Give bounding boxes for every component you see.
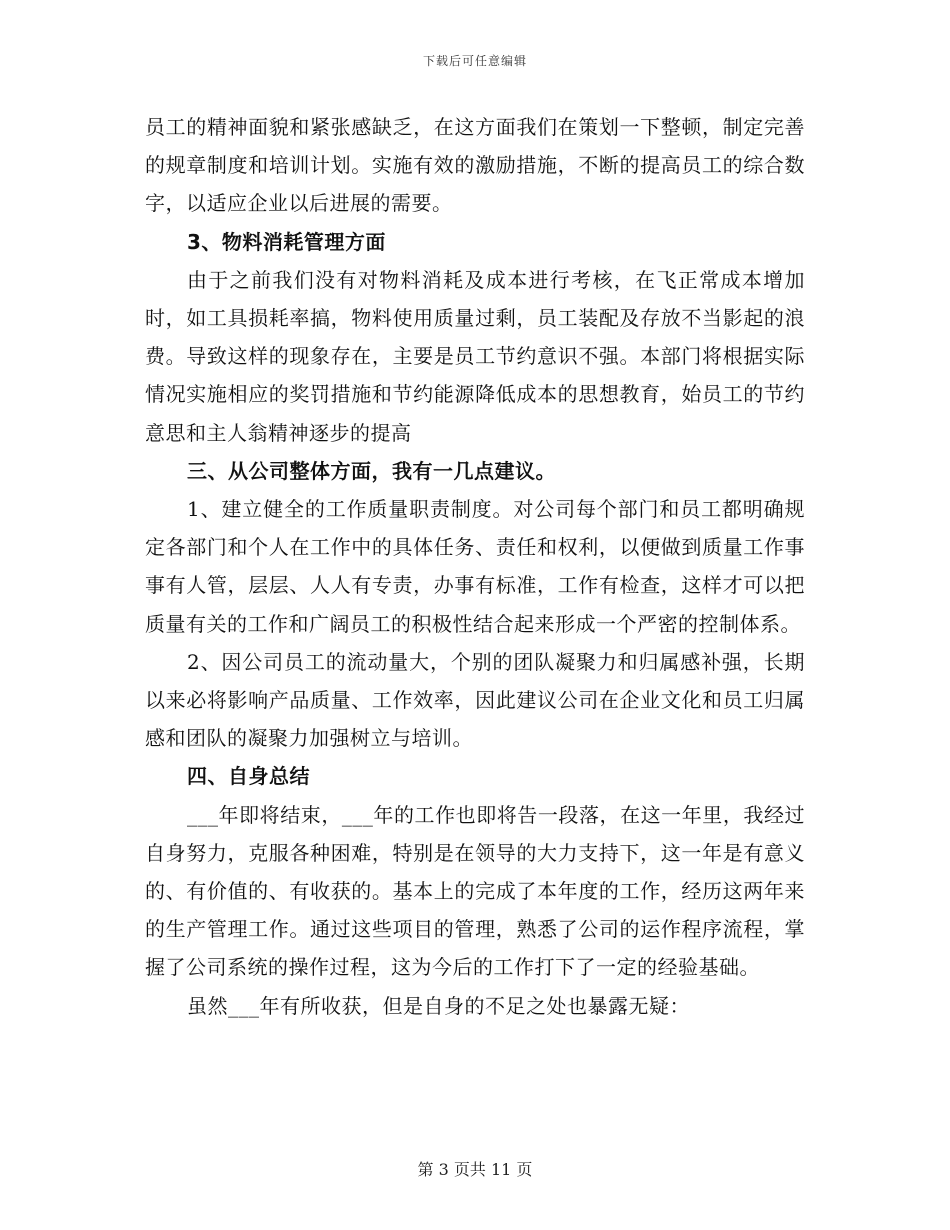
document-body (145, 108, 805, 1025)
paragraph-continuation: 员工的精神面貌和紧张感缺乏，在这方面我们在策划一下整顿，制定完善的规章制度和培训计划。实施有效的激励措施，不断的提高员工的综合数字，以适应企业以后进展的需要。 (145, 115, 805, 216)
paragraph-suggestion-1: 1、建立健全的工作质量职责制度。对公司每个部门和员工都明确规定各部门和个人在工作中的具体任务、责任和权利，以便做到质量工作事事有人管，层层、人人有专责，办事有标准，工作有检查，这样才可以把质量有关的工作和广阔员工的积极性结合起来形成一个严密的控制体系。 (145, 497, 805, 636)
section-heading-self-summary: 四、自身总结 (187, 764, 310, 789)
page-footer: 第 3 页共 11 页 (417, 1160, 533, 1179)
page-header: 下载后可任意编辑 (422, 54, 527, 68)
paragraph-shortcomings: 虽然___年有所收获，但是自身的不足之处也暴露无疑： (187, 993, 690, 1018)
section-heading-company-suggestions: 三、从公司整体方面，我有一几点建议。 (187, 458, 556, 483)
paragraph-material-consumption: 由于之前我们没有对物料消耗及成本进行考核，在飞正常成本增加时，如工具损耗率搞，物料使用质量过剩，员工装配及存放不当影起的浪费。导致这样的现象存在，主要是员工节约意识不强。本部门将根据实际情况实施相应的奖罚措施和节约能源降低成本的思想教育，始员工的节约意思和主人翁精神逐步的提高 (145, 267, 805, 445)
section-heading-material-consumption: 3、物料消耗管理方面 (187, 229, 386, 254)
paragraph-self-summary: ___年即将结束，___年的工作也即将告一段落，在这一年里，我经过自身努力，克服各种困难，特别是在领导的大力支持下，这一年是有意义的、有价值的、有收获的。基本上的完成了本年度的工作，经历这两年来的生产管理工作。通过这些项目的管理，熟悉了公司的运作程序流程，掌握了公司系统的操作过程，这为今后的工作打下了一定的经验基础。 (145, 802, 805, 980)
paragraph-suggestion-2: 2、因公司员工的流动量大，个别的团队凝聚力和归属感补强，长期以来必将影响产品质量、工作效率，因此建议公司在企业文化和员工归属感和团队的凝聚力加强树立与培训。 (145, 649, 805, 751)
